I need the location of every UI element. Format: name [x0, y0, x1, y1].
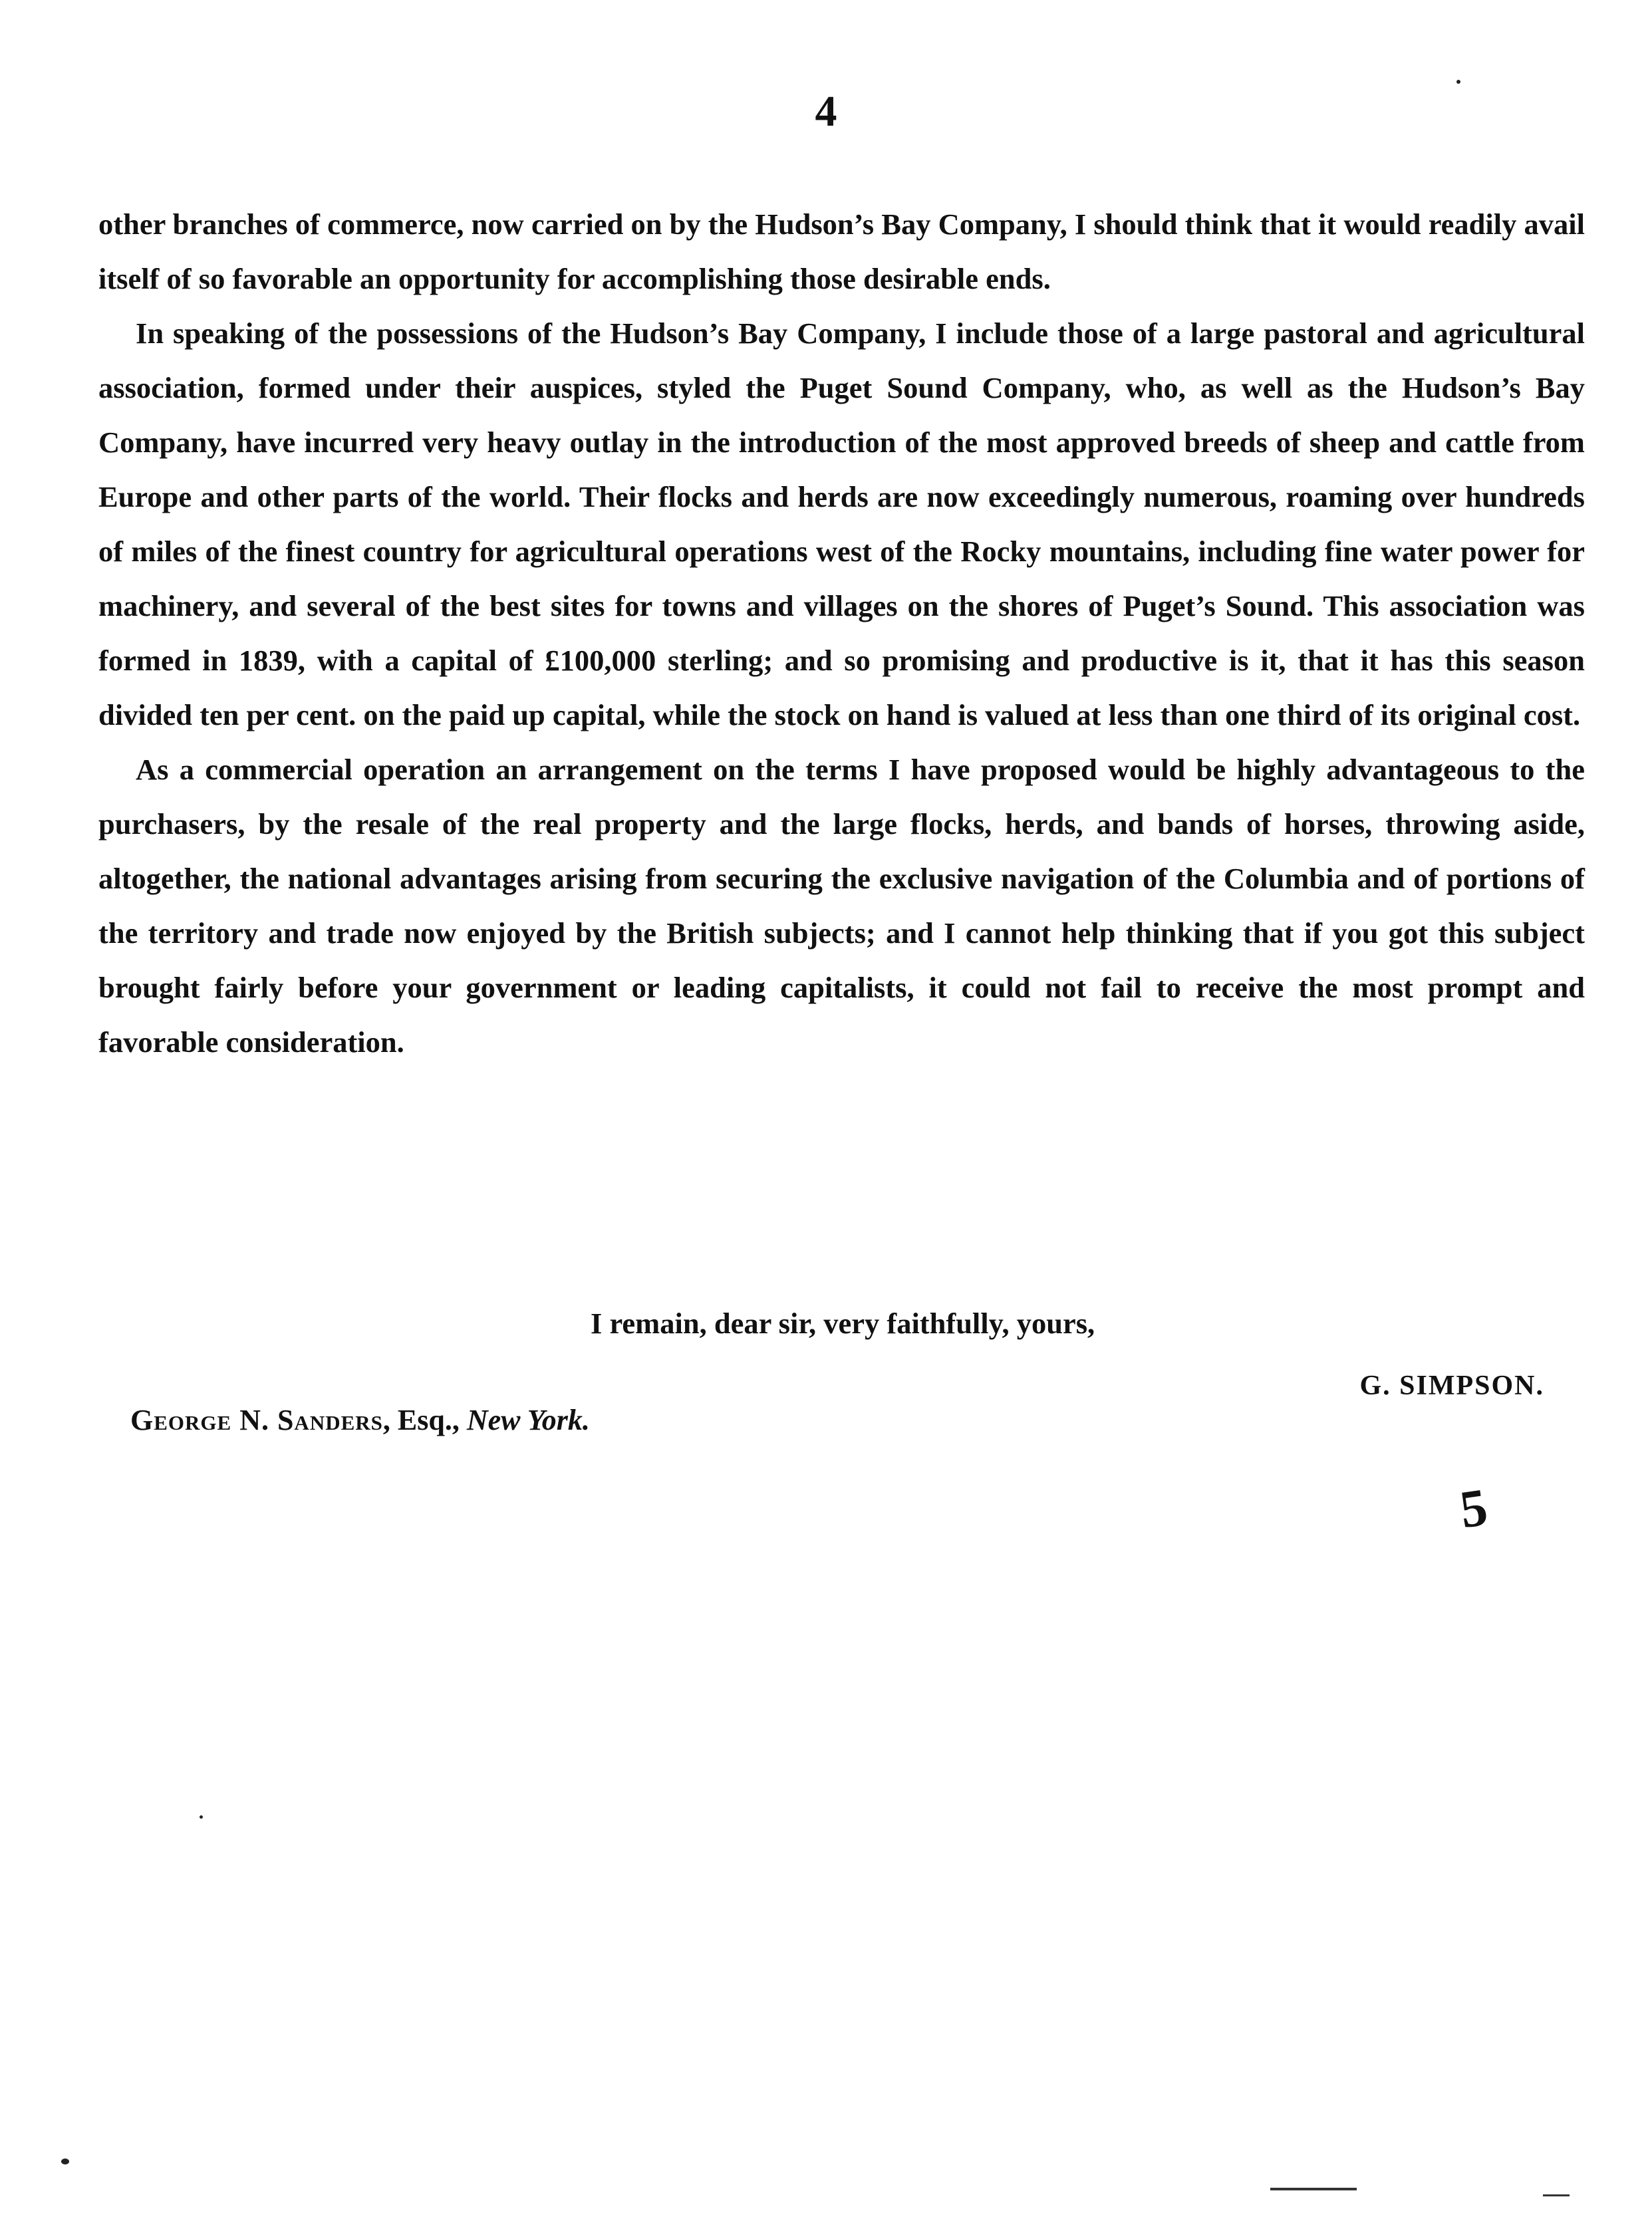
addressee: [130, 1403, 590, 1437]
scan-speck: [200, 1815, 203, 1819]
paragraph-2: In speaking of the possessions of the Hudson’s Bay Company, I include those of a large pastoral and agricultural association, formed under their auspices, styled the Puget Sound Company, who, as well as the Hudson’s Bay Company, have incurred very heavy outlay in the introduction of the most approved breeds of sheep and cattle from Europe and other parts of the world. Their flocks and herds are now exceedingly numerous, roaming over hundreds of miles of the finest country for agricultural operations west of the Rocky mountains, including fine water power for machinery, and several of the best sites for towns and villages on the shores of Puget’s Sound. This association was formed in 1839, with a capital of £100,000 sterling; and so promising and productive is it, that it has this season divided ten per cent. on the paid up capital, while the stock on hand is valued at less than one third of its original cost.: [98, 317, 1585, 731]
addressee-name: George N. Sanders: [130, 1404, 383, 1436]
paragraph-3: As a commercial operation an arrangement on the terms I have proposed would be highly advantageous to the purchasers, by the resale of the real property and the large flocks, herds, and bands of horses, throwing aside, altogether, the national advantages arising from securing the exclusive navigation of the Columbia and of portions of the territory and trade now enjoyed by the British subjects; and I cannot help thinking that if you got this subject brought fairly before your government or leading capitalists, it could not fail to receive the most prompt and favorable consideration.: [98, 753, 1585, 1059]
scan-speck: [1456, 80, 1460, 84]
addressee-suffix: , Esq.,: [382, 1404, 467, 1436]
letter-closing: I remain, dear sir, very faithfully, yours,: [591, 1307, 1095, 1340]
scan-stroke: [1270, 2188, 1357, 2190]
paragraph-1: other branches of commerce, now carried on by the Hudson’s Bay Company, I should think that it would readily avail itself of so favorable an opportunity for accomplishing those desirable ends.: [98, 207, 1585, 295]
letter-body: [98, 197, 1585, 1069]
sheet-mark: 5: [1456, 1478, 1491, 1540]
scan-stroke: [1543, 2194, 1570, 2196]
signature: G. SIMPSON.: [1359, 1370, 1544, 1401]
page-number: 4: [815, 87, 837, 136]
addressee-place: New York.: [466, 1404, 590, 1436]
scan-speck: [61, 2158, 69, 2164]
